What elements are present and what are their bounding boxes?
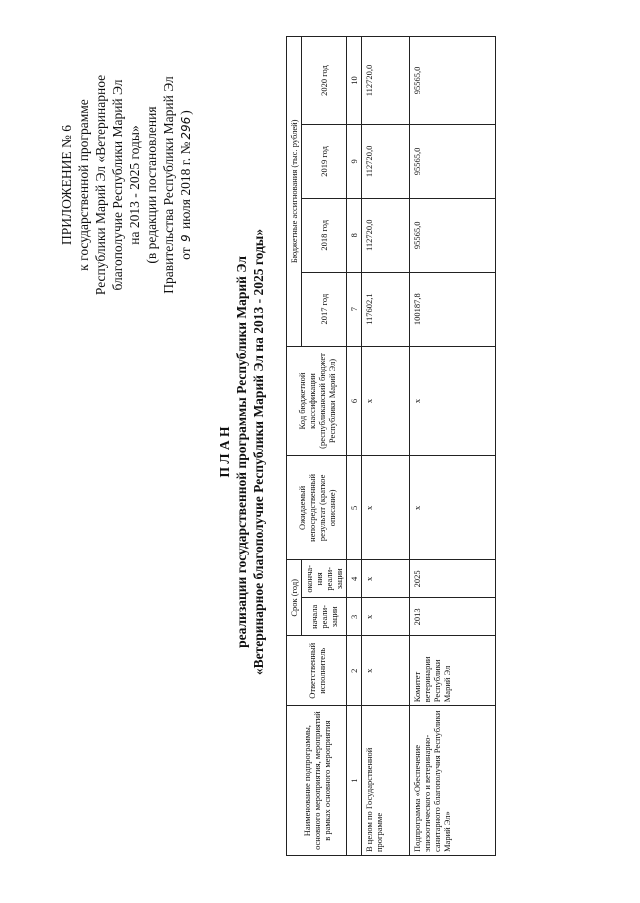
col-number: 1 bbox=[347, 705, 362, 855]
row-start: х bbox=[362, 597, 410, 635]
col-number: 8 bbox=[347, 198, 362, 272]
header-end: оконча-ния реали-зации bbox=[302, 559, 347, 597]
col-number: 10 bbox=[347, 36, 362, 124]
header-result: Ожидаемый непосредственный результат (краткое описание) bbox=[287, 455, 347, 559]
col-number: 6 bbox=[347, 346, 362, 456]
col-number: 2 bbox=[347, 635, 362, 705]
header-term: Срок (год) bbox=[287, 559, 302, 635]
appendix-date-line bbox=[177, 40, 195, 330]
plan-title: П Л А Н bbox=[217, 426, 232, 477]
row-result: х bbox=[362, 455, 410, 559]
row-kbk: х bbox=[362, 346, 410, 456]
header-name: Наименование подпрограммы, основного мероприятия, мероприятий в рамках основного мероприятия bbox=[287, 705, 347, 855]
row-executor: х bbox=[362, 635, 410, 705]
row-2020: 112720,0 bbox=[362, 36, 410, 124]
row-2018: 95565,0 bbox=[410, 198, 496, 272]
row-name: Подпрограмма «Обеспечение эпизоотического и ветеринарно-санитарного благополучия Республики Марий Эл» bbox=[410, 705, 496, 855]
col-number: 9 bbox=[347, 124, 362, 198]
date-prefix: от bbox=[178, 246, 193, 260]
plan-table bbox=[286, 36, 496, 856]
header-year-2020: 2020 год bbox=[302, 36, 347, 124]
row-end: 2025 bbox=[410, 559, 496, 597]
date-suffix: ) bbox=[178, 109, 193, 115]
header-kbk: Код бюджетной классификации (республиканский бюджет Республики Марий Эл) bbox=[287, 346, 347, 456]
row-2017: 100187,8 bbox=[410, 272, 496, 346]
header-year-2018: 2018 год bbox=[302, 198, 347, 272]
appendix-line: благополучие Республики Марий Эл bbox=[110, 78, 125, 291]
header-row bbox=[287, 36, 302, 855]
appendix-line: Республики Марий Эл «Ветеринарное bbox=[93, 74, 108, 295]
date-day: 9 bbox=[179, 233, 193, 242]
row-start: 2013 bbox=[410, 597, 496, 635]
appendix-line: (в редакции постановления bbox=[144, 105, 159, 264]
row-name: В целом по Государственной программе bbox=[362, 705, 410, 855]
table-row bbox=[362, 36, 410, 855]
row-kbk: х bbox=[410, 346, 496, 456]
header-start: начала реали-зации bbox=[302, 597, 347, 635]
plan-heading bbox=[216, 32, 267, 872]
plan-subtitle-2: «Ветеринарное благополучие Республики Марий Эл на 2013 - 2025 годы» bbox=[251, 228, 266, 675]
table-row bbox=[410, 36, 496, 855]
header-year-2019: 2019 год bbox=[302, 124, 347, 198]
appendix-title: ПРИЛОЖЕНИЕ № 6 bbox=[59, 124, 74, 245]
header-year-2017: 2017 год bbox=[302, 272, 347, 346]
row-2018: 112720,0 bbox=[362, 198, 410, 272]
row-2017: 117602,1 bbox=[362, 272, 410, 346]
appendix-line: к государственной программе bbox=[76, 98, 91, 271]
header-budget: Бюджетные ассигнования (тыс. рублей) bbox=[287, 36, 302, 346]
col-number: 5 bbox=[347, 455, 362, 559]
row-result: х bbox=[410, 455, 496, 559]
row-end: х bbox=[362, 559, 410, 597]
row-2019: 95565,0 bbox=[410, 124, 496, 198]
appendix-line: на 2013 - 2025 годы» bbox=[127, 124, 142, 245]
header-executor: Ответственный исполнитель bbox=[287, 635, 347, 705]
appendix-block bbox=[58, 40, 195, 330]
col-number: 7 bbox=[347, 272, 362, 346]
column-number-row bbox=[347, 36, 362, 855]
plan-subtitle-1: реализации государственной программы Республики Марий Эл bbox=[234, 255, 249, 648]
row-2019: 112720,0 bbox=[362, 124, 410, 198]
col-number: 3 bbox=[347, 597, 362, 635]
date-middle: июля 2018 г. № bbox=[178, 141, 193, 229]
col-number: 4 bbox=[347, 559, 362, 597]
row-2020: 95565,0 bbox=[410, 36, 496, 124]
appendix-line: Правительства Республики Марий Эл bbox=[161, 75, 176, 294]
row-executor: Комитет ветеринарии Республики Марий Эл bbox=[410, 635, 496, 705]
date-number: 296 bbox=[179, 116, 193, 140]
rotated-document-page bbox=[20, 32, 620, 872]
